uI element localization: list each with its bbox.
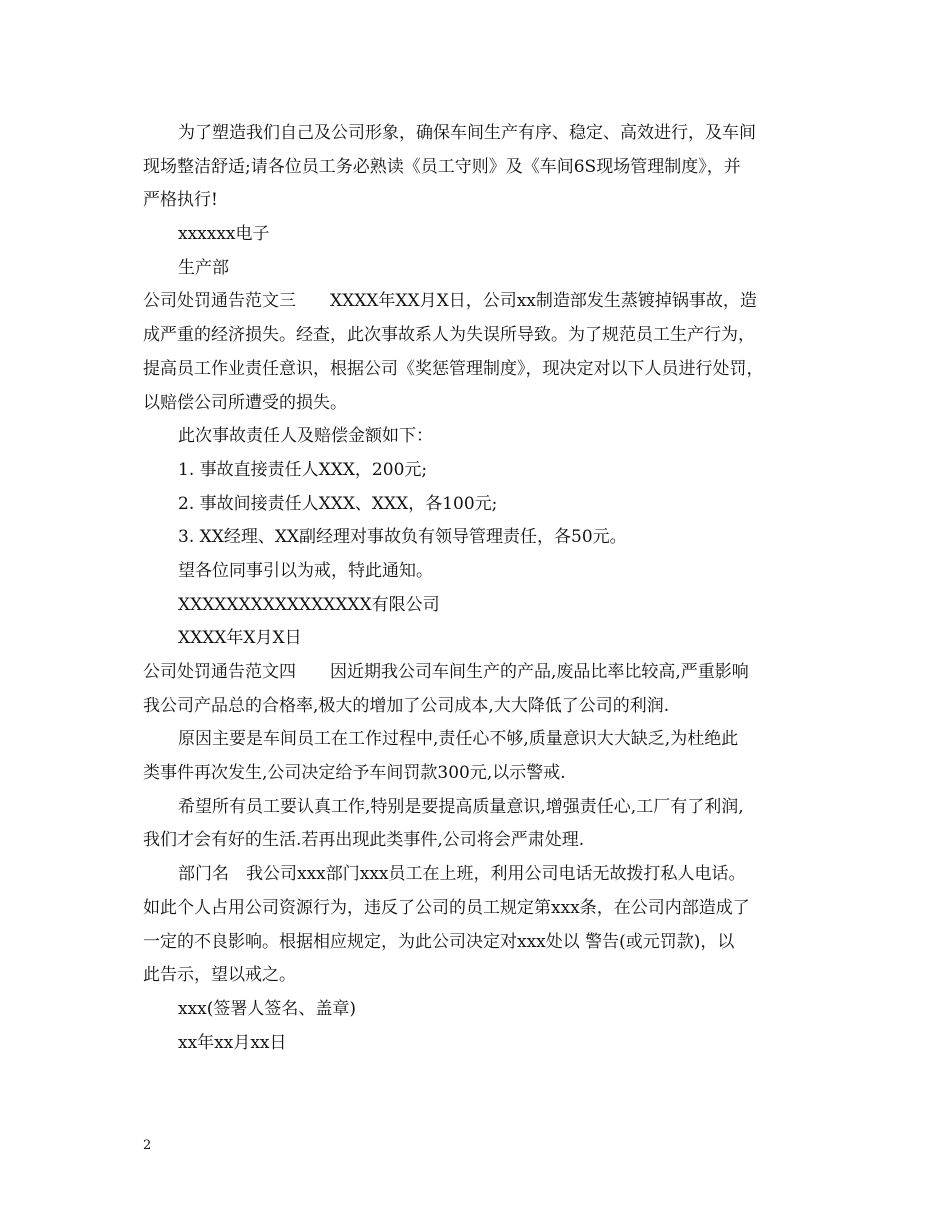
text-line: 部门名 我公司xxx部门xxx员工在上班，利用公司电话无故拨打私人电话。 xyxy=(178,864,746,885)
text-line: 2. 事故间接责任人XXX、XXX，各100元; xyxy=(178,493,498,514)
text-line: 一定的不良影响。根据相应规定，为此公司决定对xxx处以 警告(或元罚款)，以 xyxy=(143,931,735,952)
text-line: 生产部 xyxy=(178,257,229,278)
text-line: 此告示，望以戒之。 xyxy=(143,965,296,986)
text-line: 此次事故责任人及赔偿金额如下： xyxy=(178,426,433,447)
text-line: 现场整洁舒适;请各位员工务必熟读《员工守则》及《车间6S现场管理制度》，并 xyxy=(143,156,741,177)
text-line: 类事件再次发生,公司决定给予车间罚款300元,以示警戒. xyxy=(143,763,566,784)
text-line: xxx(签署人签名、盖章) xyxy=(178,998,357,1019)
document-body xyxy=(143,117,815,1060)
page-number: 2 xyxy=(143,1138,152,1153)
text-line: XXXX年X月X日 xyxy=(178,628,302,649)
text-line: 以赔偿公司所遭受的损失。 xyxy=(143,392,347,413)
text-line: 如此个人占用公司资源行为，违反了公司的员工规定第xxx条，在公司内部造成了 xyxy=(143,897,750,918)
text-line: xx年xx月xx日 xyxy=(178,1032,287,1053)
text-line: XXXXXXXXXXXXXXXX有限公司 xyxy=(178,594,440,615)
text-line: 3. XX经理、XX副经理对事故负有领导管理责任，各50元。 xyxy=(178,527,627,548)
text-line: 公司处罚通告范文四 因近期我公司车间生产的产品,废品比率比较高,严重影响 xyxy=(143,662,749,682)
text-line: 公司处罚通告范文三 XXXX年XX月X日，公司xx制造部发生蒸镀掉锅事故，造 xyxy=(143,291,757,312)
text-line: 我们才会有好的生活.若再出现此类事件,公司将会严肃处理. xyxy=(143,830,585,851)
text-line: 严格执行! xyxy=(143,190,218,211)
text-line: 望各位同事引以为戒，特此通知。 xyxy=(178,560,433,581)
text-line: 提高员工作业责任意识，根据公司《奖惩管理制度》，现决定对以下人员进行处罚， xyxy=(143,358,764,379)
text-line: 希望所有员工要认真工作,特别是要提高质量意识,增强责任心,工厂有了利润, xyxy=(178,796,744,817)
text-line: 我公司产品总的合格率,极大的增加了公司成本,大大降低了公司的利润. xyxy=(143,695,670,716)
text-line: 1. 事故直接责任人XXX，200元; xyxy=(178,459,428,480)
text-line: 原因主要是车间员工在工作过程中,责任心不够,质量意识大大缺乏,为杜绝此 xyxy=(178,729,739,750)
text-line: 成严重的经济损失。经查，此次事故系人为失误所导致。为了规范员工生产行为， xyxy=(143,325,755,346)
text-line: 为了塑造我们自己及公司形象，确保车间生产有序、稳定、高效进行，及车间 xyxy=(178,123,756,143)
text-line: xxxxxx电子 xyxy=(178,224,270,245)
